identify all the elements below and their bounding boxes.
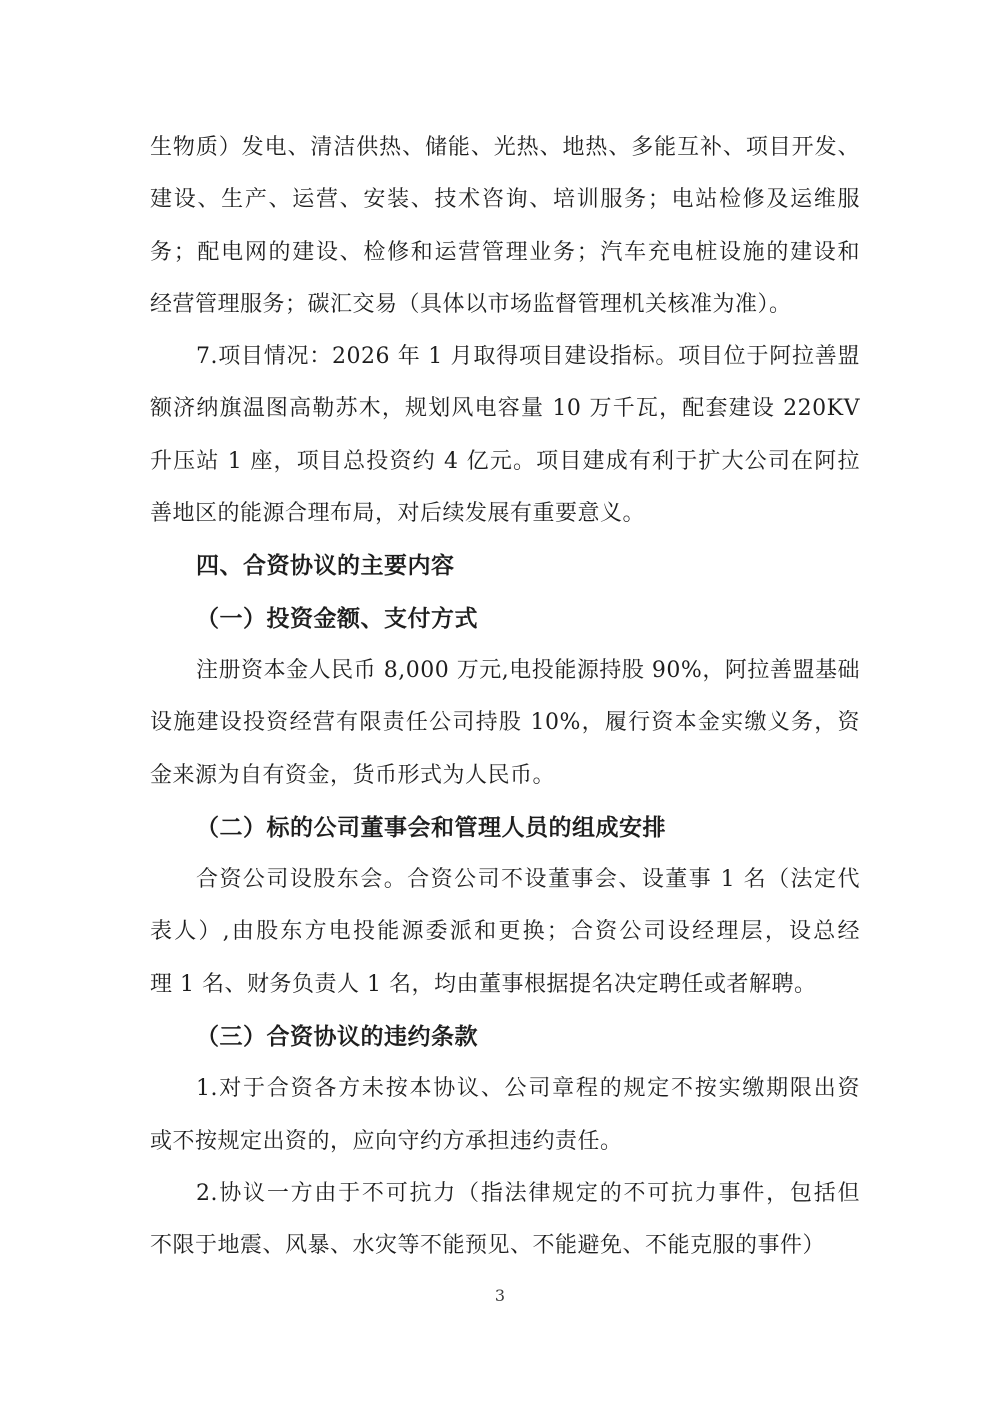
body-line: 升压站 1 座，项目总投资约 4 亿元。项目建成有利于扩大公司在阿拉 <box>150 448 860 474</box>
body-line: 设施建设投资经营有限责任公司持股 10%，履行资本金实缴义务，资 <box>150 710 860 736</box>
subsection-heading: （一）投资金额、支付方式 <box>196 604 478 632</box>
body-line: 7.项目情况：2026 年 1 月取得项目建设指标。项目位于阿拉善盟 <box>196 344 860 370</box>
body-line: 生物质）发电、清洁供热、储能、光热、地热、多能互补、项目开发、 <box>150 135 860 160</box>
body-line: 表人）,由股东方电投能源委派和更换；合资公司设经理层，设总经 <box>150 919 860 945</box>
section-heading: 四、合资协议的主要内容 <box>196 553 455 580</box>
body-line: 或不按规定出资的，应向守约方承担违约责任。 <box>150 1128 623 1154</box>
subsection-heading: （二）标的公司董事会和管理人员的组成安排 <box>196 813 666 841</box>
body-line: 1.对于合资各方未按本协议、公司章程的规定不按实缴期限出资 <box>196 1076 860 1102</box>
paragraph <box>150 854 860 1011</box>
document-content <box>150 122 860 1273</box>
body-line: 建设、生产、运营、安装、技术咨询、培训服务；电站检修及运维服 <box>150 187 860 213</box>
paragraph <box>150 122 860 331</box>
body-line: 理 1 名、财务负责人 1 名，均由董事根据提名决定聘任或者解聘。 <box>150 971 817 997</box>
subsection-heading: （三）合资协议的违约条款 <box>196 1023 478 1051</box>
body-line: 金来源为自有资金，货币形式为人民币。 <box>150 762 556 788</box>
paragraph <box>150 331 860 540</box>
body-line: 注册资本金人民币 8,000 万元,电投能源持股 90%，阿拉善盟基础 <box>196 657 860 683</box>
body-line: 善地区的能源合理布局，对后续发展有重要意义。 <box>150 501 646 527</box>
paragraph <box>150 645 860 802</box>
body-line: 合资公司设股东会。合资公司不设董事会、设董事 1 名（法定代 <box>196 867 860 893</box>
page-number: 3 <box>494 1286 506 1305</box>
body-line: 额济纳旗温图高勒苏木，规划风电容量 10 万千瓦，配套建设 220KV <box>150 396 860 422</box>
body-line: 务；配电网的建设、检修和运营管理业务；汽车充电桩设施的建设和 <box>150 239 860 265</box>
body-line: 不限于地震、风暴、水灾等不能预见、不能避免、不能克服的事件） <box>150 1233 826 1259</box>
paragraph <box>150 1168 860 1273</box>
body-line: 2.协议一方由于不可抗力（指法律规定的不可抗力事件，包括但 <box>196 1180 860 1206</box>
body-line: 经营管理服务；碳汇交易（具体以市场监督管理机关核准为准）。 <box>150 291 792 317</box>
paragraph <box>150 1063 860 1168</box>
